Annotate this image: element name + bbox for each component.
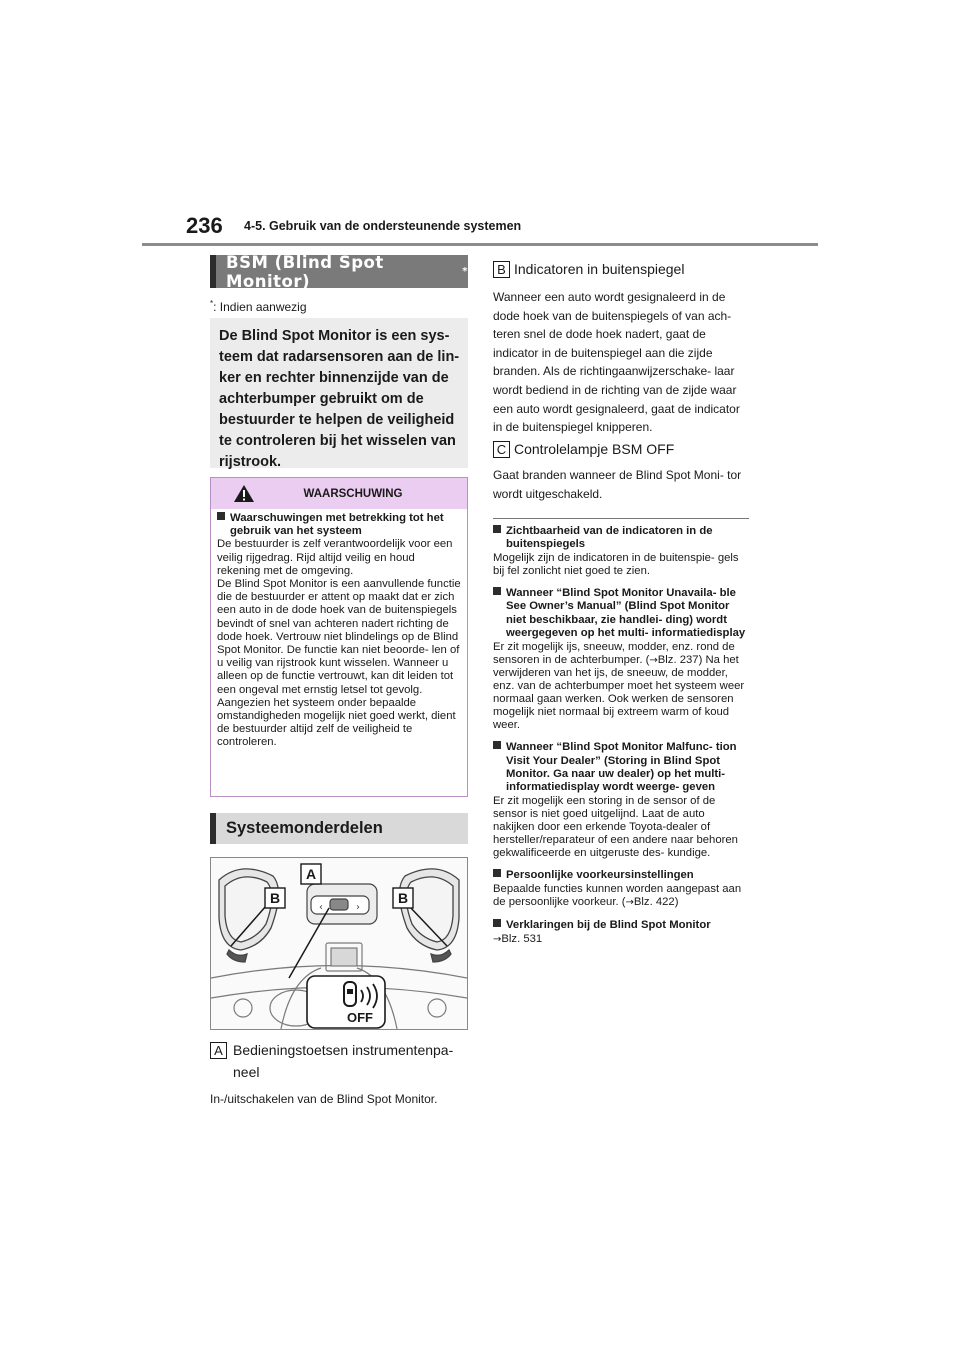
figure-label-b-right: B (398, 890, 409, 906)
intro-text: De Blind Spot Monitor is een sys- teem dat radarsensoren aan de lin- ker en rechter binnenzijde van de achterbumper gebruikt om de bestuurder te helpen de veiligheid te controleren bij het wisselen van rijstrook. (219, 328, 460, 470)
info-5-page-link[interactable]: Blz. 531 (501, 932, 543, 945)
info-2-text-a: Er zit mogelijk ijs, sneeuw, modder, enz. rond de sensoren in de achterbumper. ( (493, 640, 735, 666)
bsm-off-indicator-icon (307, 976, 385, 1028)
warning-paragraph-1: De bestuurder is zelf verantwoordelijk voor een veilig rijgedrag. Rijd altijd veilig en houd rekening met de omgeving. (217, 538, 453, 577)
info-1-title (493, 525, 749, 551)
warning-paragraph-3: Aangezien het systeem onder bepaalde omstandigheden mogelijk niet goed werkt, dient de bestuurder altijd zelf de veiligheid te controleren. (217, 696, 456, 749)
info-1-title-text: Zichtbaarheid van de indicatoren in de buitenspiegels (506, 525, 713, 551)
info-5-title (493, 919, 749, 932)
arrow-right-icon: → (649, 654, 658, 666)
running-head: 4-5. Gebruik van de ondersteunende systemen (244, 219, 522, 233)
item-b-description: Wanneer een auto wordt gesignaleerd in de dode hoek van de buitenspiegels of van ach- teren snel de dode hoek nadert, gaat de indicator in de buitenspiegel aan die zijde branden. Als de richtingaanwijzerschake- laar wordt bediend in de richting van de zijde waar een auto wordt gesignaleerd, gaat de indicator in de buitenspiegel knipperen. (493, 290, 740, 435)
warning-body (211, 509, 467, 750)
steering-switch-panel (307, 884, 377, 924)
info-4-text (493, 883, 749, 909)
callout-a: A (210, 1042, 227, 1059)
item-c-title: Controlelampje BSM OFF (514, 441, 675, 457)
footnote-star: * (210, 299, 214, 308)
info-4-title (493, 869, 749, 882)
bullet-square-icon (217, 512, 225, 520)
warning-box (210, 477, 468, 797)
dashboard-illustration (211, 858, 467, 1029)
info-1-text: Mogelijk zijn de indicatoren in de buitenspie- gels bij fel zonlicht niet goed te zien. (493, 552, 739, 578)
bsm-section-title (210, 252, 468, 291)
intro-box (210, 318, 468, 468)
item-c-description: Gaat branden wanneer de Blind Spot Moni- tor wordt uitgeschakeld. (493, 468, 742, 501)
info-3-title (493, 741, 749, 793)
bullet-square-icon (493, 587, 501, 595)
info-divider (493, 518, 749, 519)
footnote-text: : Indien aanwezig (213, 300, 307, 314)
bsm-title-text: BSM (Blind Spot Monitor) (226, 252, 384, 291)
info-3-text: Er zit mogelijk een storing in de sensor of de sensor is niet goed uitgelijnd. Laat de auto nakijken door een erkende Toyota-dealer of hersteller/reparateur of een andere naar behoren gekwalificeerde en uitgeruste des- kundige. (493, 794, 738, 860)
bullet-square-icon (493, 741, 501, 749)
info-4-title-text: Persoonlijke voorkeursinstellingen (506, 869, 694, 882)
warning-triangle-icon (233, 484, 255, 503)
parts-section-title: Systeemonderdelen (210, 813, 468, 844)
svg-text:‹: ‹ (319, 902, 323, 913)
header-rule (142, 243, 818, 246)
right-mirror-icon (399, 869, 459, 962)
info-2-text-b: ) Na het verwijderen van het ijs, de sneeuw, de modder, enz. van de achterbumper moet het systeem weer normaal gaan werken. Ook werken de sensoren mogelijk niet normaal bij extreem warm of koud weer. (493, 653, 745, 732)
info-5-text (493, 933, 749, 946)
page-number: 236 (186, 213, 223, 238)
info-2-title (493, 587, 749, 639)
figure-label-off: OFF (347, 1010, 373, 1025)
item-a-description: In-/uitschakelen van de Blind Spot Monitor. (210, 1092, 438, 1106)
bullet-square-icon (493, 869, 501, 877)
figure-label-b-left: B (270, 890, 281, 906)
figure-label-a: A (306, 866, 317, 882)
bullet-square-icon (493, 919, 501, 927)
info-5-title-text: Verklaringen bij de Blind Spot Monitor (506, 918, 711, 931)
info-3-title-text: Wanneer “Blind Spot Monitor Malfunc- tion Visit Your Dealer” (Storing in Blind Spot Monitor. Ga naar uw dealer) op het multi-informatiedisplay wordt weerge- geven (506, 741, 737, 793)
info-2-page-link[interactable]: Blz. 237 (657, 653, 699, 666)
arrow-right-icon: → (493, 933, 502, 945)
info-4-text-b: ) (674, 896, 679, 909)
info-4-text-a: Bepaalde functies kunnen worden aangepast aan de persoonlijke voorkeur. ( (493, 883, 742, 909)
item-b-title: Indicatoren in buitenspiegel (514, 261, 685, 277)
callout-c: C (493, 441, 510, 458)
arrow-right-icon: → (625, 897, 634, 909)
warning-item-title (217, 512, 461, 538)
left-mirror-icon (219, 869, 279, 962)
info-4-page-link[interactable]: Blz. 422 (633, 896, 675, 909)
warning-header (211, 478, 467, 509)
warning-item-title-text: Waarschuwingen met betrekking tot het gebruik van het systeem (230, 512, 444, 538)
info-2-text (493, 641, 749, 733)
callout-b: B (493, 261, 510, 278)
bsm-title-star: * (462, 266, 468, 277)
footnote (210, 299, 307, 314)
warning-label: WAARSCHUWING (303, 487, 403, 500)
bullet-square-icon (493, 525, 501, 533)
item-a-title: Bedieningstoetsen instrumentenpa- neel (233, 1042, 454, 1080)
info-2-title-text: Wanneer “Blind Spot Monitor Unavaila- ble See Owner’s Manual” (Blind Spot Monitor niet beschikbaar, zie handlei- ding) wordt weergegeven op het multi- informatiedisplay (506, 587, 746, 639)
info-section (493, 525, 749, 955)
svg-text:›: › (356, 902, 360, 913)
warning-paragraph-2: De Blind Spot Monitor is een aanvullende functie die de bestuurder er attent op maakt dat er zich een auto in de dode hoek van de buitenspiegels bevindt of snel van achteren nadert richting de dode hoek. Vertrouw niet blindelings op de Blind Spot Monitor. De functie kan niet beoorde- len of u veilig van rijstrook kunt wisselen. Wanneer u alleen op de functie vertrouwt, kan dit leiden tot een ongeval met ernstig letsel tot gevolg. (217, 578, 461, 696)
system-components-figure (210, 857, 468, 1030)
